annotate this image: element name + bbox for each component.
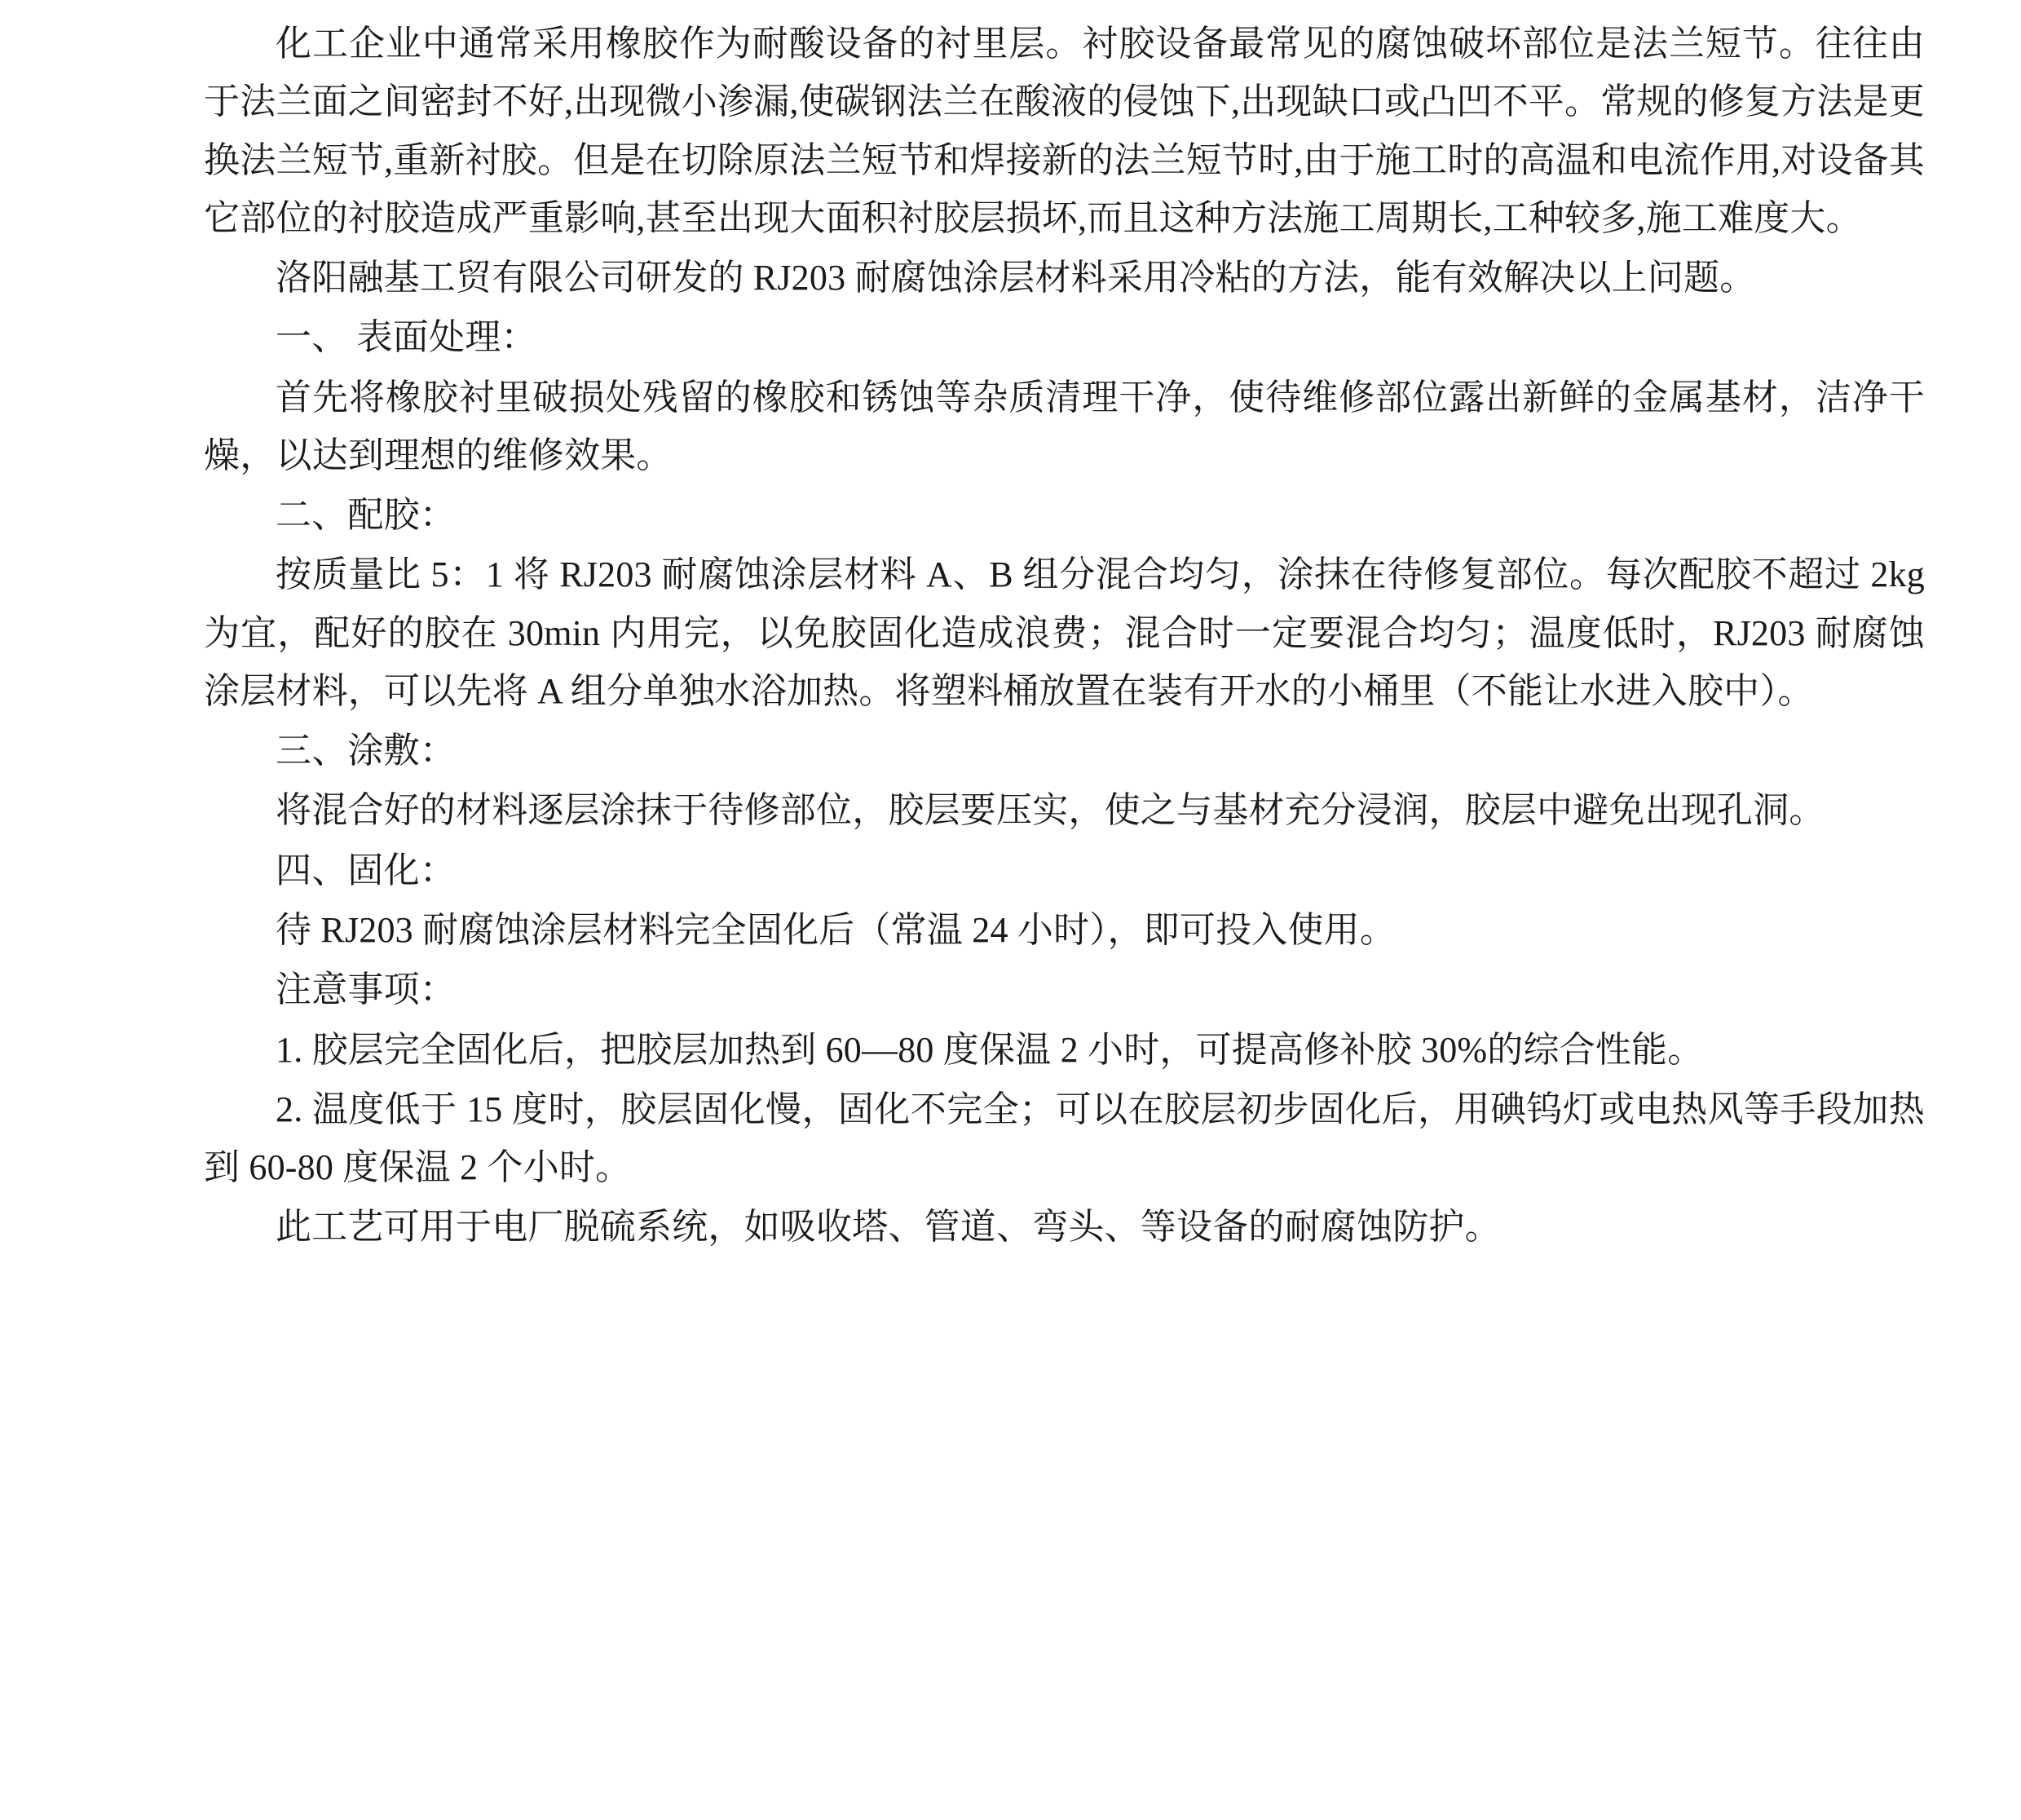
document-body xyxy=(204,15,1925,1257)
paragraph-curing-body: 待 RJ203 耐腐蚀涂层材料完全固化后（常温 24 小时），即可投入使用。 xyxy=(276,909,1397,950)
paragraph-application-body: 将混合好的材料逐层涂抹于待修部位，胶层要压实，使之与基材充分浸润，胶层中避免出现孔洞。 xyxy=(276,790,1825,831)
note-item-1: 1. 胶层完全固化后，把胶层加热到 60—80 度保温 2 小时，可提高修补胶 30%的综合性能。 xyxy=(276,1029,1704,1070)
note-item-2: 2. 温度低于 15 度时，胶层固化慢，固化不完全；可以在胶层初步固化后，用碘钨灯或电热风等手段加热到 60-80 度保温 2 个小时。 xyxy=(204,1089,1925,1188)
paragraph-closing: 此工艺可用于电厂脱硫系统，如吸收塔、管道、弯头、等设备的耐腐蚀防护。 xyxy=(276,1207,1501,1248)
heading-surface-treatment: 一、 表面处理： xyxy=(276,317,537,358)
paragraph-intro-problem: 化工企业中通常采用橡胶作为耐酸设备的衬里层。衬胶设备最常见的腐蚀破坏部位是法兰短节。往往由于法兰面之间密封不好,出现微小渗漏,使碳钢法兰在酸液的侵蚀下,出现缺口或凸凹不平。常规的修复方法是更换法兰短节,重新衬胶。但是在切除原法兰短节和焊接新的法兰短节时,由于施工时的高温和电流作用,对设备其它部位的衬胶造成严重影响,甚至出现大面积衬胶层损坏,而且这种方法施工周期长,工种较多,施工难度大。 xyxy=(204,24,1925,238)
paragraph-adhesive-mixing-body: 按质量比 5：1 将 RJ203 耐腐蚀涂层材料 A、B 组分混合均匀，涂抹在待修复部位。每次配胶不超过 2kg 为宜，配好的胶在 30min 内用完，以免胶固化造成浪费；混合时一定要混合均匀；温度低时，RJ203 耐腐蚀涂层材料，可以先将 A 组分单独水浴加热。将塑料桶放置在装有开水的小桶里（不能让水进入胶中）。 xyxy=(204,554,1925,711)
paragraph-surface-treatment-body: 首先将橡胶衬里破损处残留的橡胶和锈蚀等杂质清理干净，使待维修部位露出新鲜的金属基材，洁净干燥，以达到理想的维修效果。 xyxy=(204,377,1925,475)
heading-curing: 四、固化： xyxy=(276,850,456,890)
heading-adhesive-mixing: 二、配胶： xyxy=(276,495,456,536)
paragraph-intro-solution: 洛阳融基工贸有限公司研发的 RJ203 耐腐蚀涂层材料采用冷粘的方法，能有效解决以上问题。 xyxy=(276,258,1756,298)
heading-application: 三、涂敷： xyxy=(276,731,456,771)
heading-precautions: 注意事项： xyxy=(276,970,456,1010)
